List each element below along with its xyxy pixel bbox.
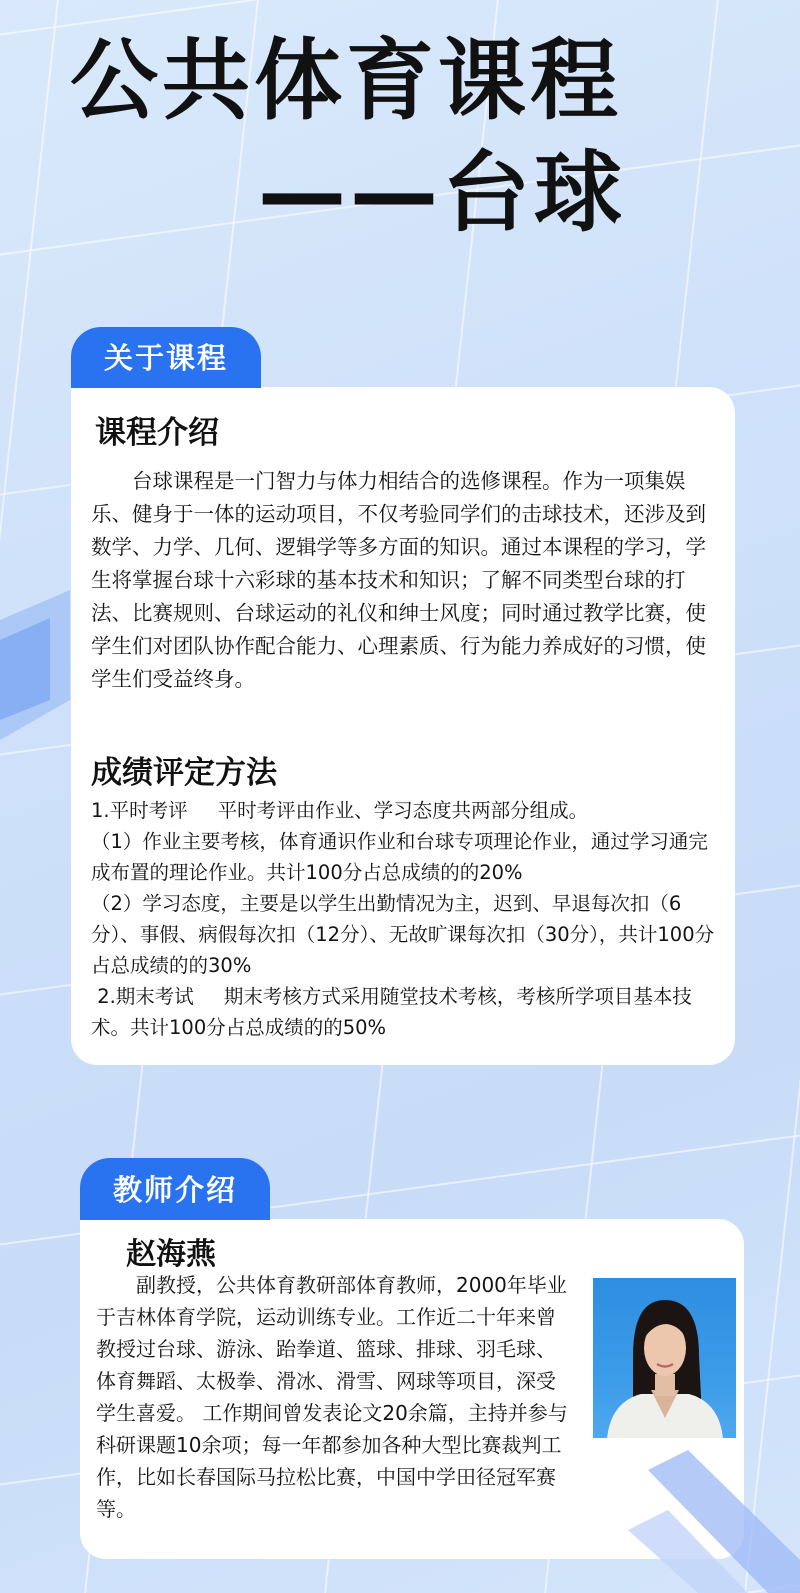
grading-item-regular: [91, 795, 719, 826]
grading-item-desc: 期末考核方式采用随堂技术考核，考核所学项目基本技术。共计100分占总成绩的的50%: [91, 985, 692, 1039]
course-intro-heading: 课程介绍: [95, 415, 219, 451]
grading-item-label: 2.期末考试: [97, 985, 194, 1008]
tab-teacher-intro: 教师介绍: [80, 1158, 270, 1220]
tab-about-course: 关于课程: [71, 327, 261, 388]
grading-item-final: [91, 981, 719, 1043]
grading-subitem-attitude: （2）学习态度，主要是以学生出勤情况为主，迟到、早退每次扣（6分）、事假、病假每次扣（12分）、无故旷课每次扣（30分），共计100分占总成绩的的30%: [91, 892, 715, 977]
grading-item-desc: 平时考评由作业、学习态度共两部分组成。: [217, 799, 589, 822]
grading-subitem-homework: （1）作业主要考核，体育通识作业和台球专项理论作业，通过学习通完成布置的理论作业。共计100分占总成绩的的20%: [91, 830, 708, 884]
course-intro-text: 台球课程是一门智力与体力相结合的选修课程。作为一项集娱乐、健身于一体的运动项目，不仅考验同学们的击球技术，还涉及到数学、力学、几何、逻辑学等多方面的知识。通过本课程的学习，学生将掌握台球十六彩球的基本技术和知识；了解不同类型台球的打法、比赛规则、台球运动的礼仪和绅士风度；同时通过教学比赛，使学生们对团队协作配合能力、心理素质、行为能力养成好的习惯，使学生们受益终身。: [91, 469, 706, 691]
teacher-bio: 副教授，公共体育教研部体育教师，2000年毕业于吉林体育学院，运动训练专业。工作近二十年来曾教授过台球、游泳、跆拳道、篮球、排球、羽毛球、体育舞蹈、太极拳、滑冰、滑雪、网球等项目，深受学生喜爱。 工作期间曾发表论文20余篇，主持并参与科研课题10余项；每一年都参加各种大型比赛裁判工作，比如长春国际马拉松比赛，中国中学田径冠军赛等。: [96, 1273, 568, 1521]
grading-details: [91, 795, 719, 1043]
page-title-line2: ——台球: [258, 141, 627, 244]
teacher-portrait-icon: [593, 1278, 736, 1438]
teacher-name: 赵海燕: [126, 1237, 216, 1272]
grading-heading: 成绩评定方法: [91, 755, 277, 791]
course-card: [71, 387, 735, 1065]
decorative-ribbon: [628, 1450, 800, 1593]
teacher-photo: [593, 1278, 736, 1438]
grading-item-label: 1.平时考评: [91, 799, 188, 822]
page-title-line1: 公共体育课程: [70, 29, 623, 132]
